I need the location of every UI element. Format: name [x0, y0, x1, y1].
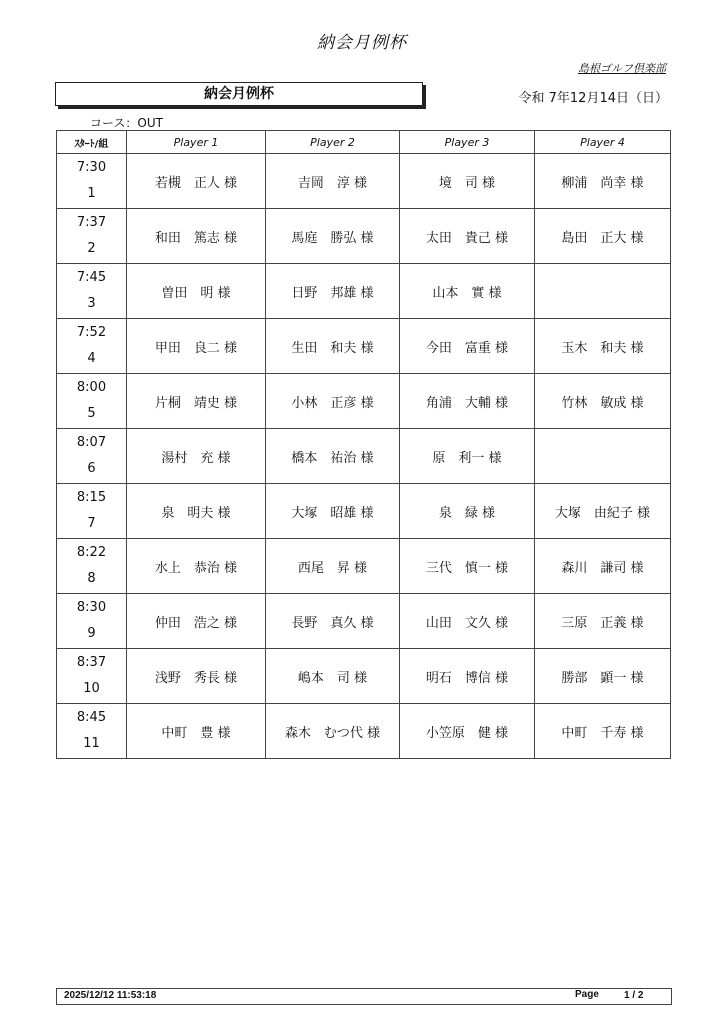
player-3-cell: 境 司 様 [400, 154, 535, 209]
start-time-group-cell [57, 319, 127, 374]
player-4-cell: 大塚 由紀子 様 [535, 484, 671, 539]
table-row [57, 264, 671, 319]
start-time: 8:45 [76, 710, 107, 725]
player-4-cell: 竹林 敏成 様 [535, 374, 671, 429]
player-1-cell: 水上 恭治 様 [127, 539, 266, 594]
start-time-group-cell [57, 264, 127, 319]
start-time: 8:37 [76, 655, 107, 670]
page-number: 1 / 2 [624, 990, 644, 1001]
group-number: 3 [87, 296, 96, 311]
column-header-player-4: Player 4 [535, 131, 671, 154]
start-time-group-cell [57, 704, 127, 759]
start-time: 7:37 [76, 215, 107, 230]
player-1-cell: 和田 篤志 様 [127, 209, 266, 264]
group-number: 4 [87, 351, 96, 366]
player-4-cell: 森川 謙司 様 [535, 539, 671, 594]
player-4-cell: 玉木 和夫 様 [535, 319, 671, 374]
group-number: 11 [83, 736, 100, 751]
table-row [57, 594, 671, 649]
player-3-cell: 山田 文久 様 [400, 594, 535, 649]
player-2-cell: 森木 むつ代 様 [266, 704, 400, 759]
player-2-cell: 西尾 昇 様 [266, 539, 400, 594]
group-number: 1 [87, 186, 96, 201]
start-time: 7:45 [76, 270, 107, 285]
start-time: 7:30 [76, 160, 107, 175]
player-1-cell: 甲田 良二 様 [127, 319, 266, 374]
player-4-cell [535, 429, 671, 484]
start-time: 8:15 [76, 490, 107, 505]
player-2-cell: 生田 和夫 様 [266, 319, 400, 374]
document-title: 納会月例杯 [317, 33, 407, 53]
start-time-group-cell [57, 594, 127, 649]
player-1-cell: 浅野 秀長 様 [127, 649, 266, 704]
player-2-cell: 馬庭 勝弘 様 [266, 209, 400, 264]
group-number: 6 [87, 461, 96, 476]
table-row [57, 429, 671, 484]
club-name: 島根ゴルフ倶楽部 [578, 62, 666, 75]
group-number: 10 [83, 681, 100, 696]
table-header-row [57, 131, 671, 154]
player-4-cell: 柳浦 尚幸 様 [535, 154, 671, 209]
player-3-cell: 太田 貴己 様 [400, 209, 535, 264]
column-header-player-3: Player 3 [400, 131, 535, 154]
event-date: 令和 7年12月14日（日） [518, 91, 668, 106]
table-row [57, 154, 671, 209]
start-time: 7:52 [76, 325, 107, 340]
player-1-cell: 泉 明夫 様 [127, 484, 266, 539]
player-4-cell: 勝部 顕一 様 [535, 649, 671, 704]
player-3-cell: 原 利一 様 [400, 429, 535, 484]
table-row [57, 374, 671, 429]
start-time: 8:07 [76, 435, 107, 450]
player-4-cell [535, 264, 671, 319]
start-time: 8:00 [76, 380, 107, 395]
column-header-player-2: Player 2 [266, 131, 400, 154]
start-time-group-cell [57, 374, 127, 429]
group-number: 7 [87, 516, 96, 531]
event-title-box: 納会月例杯 [55, 82, 423, 106]
column-header-start-group: ｽﾀｰﾄ/組 [57, 131, 127, 154]
player-4-cell: 島田 正大 様 [535, 209, 671, 264]
player-3-cell: 三代 慎一 様 [400, 539, 535, 594]
player-1-cell: 仲田 浩之 様 [127, 594, 266, 649]
player-2-cell: 長野 真久 様 [266, 594, 400, 649]
table-row [57, 649, 671, 704]
column-header-player-1: Player 1 [127, 131, 266, 154]
player-3-cell: 角浦 大輔 様 [400, 374, 535, 429]
start-schedule-table [56, 130, 671, 759]
table-row [57, 319, 671, 374]
player-2-cell: 大塚 昭雄 様 [266, 484, 400, 539]
group-number: 2 [87, 241, 96, 256]
player-2-cell: 小林 正彦 様 [266, 374, 400, 429]
table-row [57, 209, 671, 264]
player-1-cell: 曽田 明 様 [127, 264, 266, 319]
player-3-cell: 小笠原 健 様 [400, 704, 535, 759]
player-2-cell: 吉岡 淳 様 [266, 154, 400, 209]
player-1-cell: 中町 豊 様 [127, 704, 266, 759]
start-time-group-cell [57, 484, 127, 539]
player-1-cell: 若槻 正人 様 [127, 154, 266, 209]
table-row [57, 539, 671, 594]
start-time-group-cell [57, 429, 127, 484]
player-3-cell: 泉 緑 様 [400, 484, 535, 539]
table-row [57, 484, 671, 539]
group-number: 9 [87, 626, 96, 641]
start-time-group-cell [57, 649, 127, 704]
start-time-group-cell [57, 209, 127, 264]
page-label: Page [575, 989, 599, 1000]
player-2-cell: 嶋本 司 様 [266, 649, 400, 704]
player-3-cell: 山本 實 様 [400, 264, 535, 319]
player-2-cell: 日野 邦雄 様 [266, 264, 400, 319]
player-3-cell: 明石 博信 様 [400, 649, 535, 704]
group-number: 8 [87, 571, 96, 586]
start-time-group-cell [57, 539, 127, 594]
print-timestamp: 2025/12/12 11:53:18 [64, 990, 157, 1001]
player-4-cell: 中町 千寿 様 [535, 704, 671, 759]
start-time: 8:30 [76, 600, 107, 615]
player-4-cell: 三原 正義 様 [535, 594, 671, 649]
start-time: 8:22 [76, 545, 107, 560]
player-1-cell: 湯村 充 様 [127, 429, 266, 484]
group-number: 5 [87, 406, 96, 421]
player-1-cell: 片桐 靖史 様 [127, 374, 266, 429]
table-row [57, 704, 671, 759]
start-time-group-cell [57, 154, 127, 209]
course-label: コース：OUT [90, 116, 163, 130]
player-3-cell: 今田 富重 様 [400, 319, 535, 374]
player-2-cell: 橋本 祐治 様 [266, 429, 400, 484]
